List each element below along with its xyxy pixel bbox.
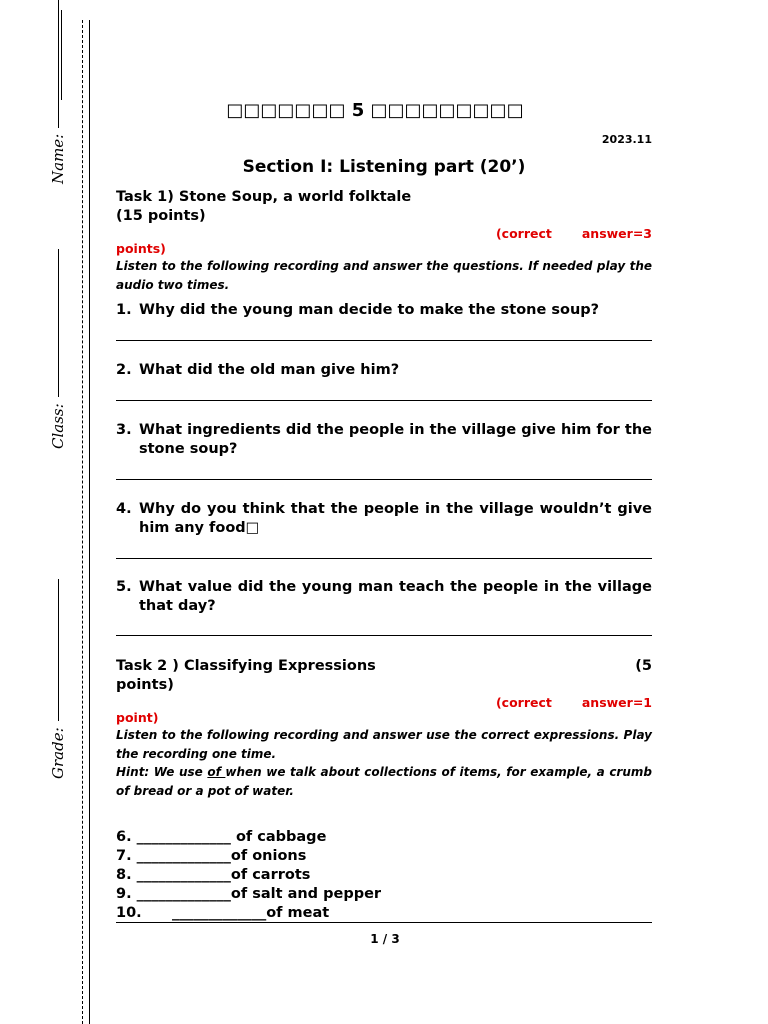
- question-text: What ingredients did the people in the village give him for the stone soup?: [139, 422, 652, 457]
- fill-item[interactable]: 8. _____________of carrots: [116, 867, 311, 883]
- task2-instruction: Listen to the following recording and answer use the correct expressions. Play the recording one time.: [116, 728, 652, 761]
- question-text: Why did the young man decide to make the stone soup?: [139, 302, 600, 318]
- bottom-rule: [116, 922, 652, 923]
- task1-header: [116, 188, 652, 294]
- question-1: 1. Why did the young man decide to make the stone soup?: [116, 301, 652, 320]
- task2-header: Task 2 ) Classifying Expressions (5 points) (correct answer=1 point) Listen to the following recording and answer use the correct expressions. Play the recording one time. Hint: We use of when we talk about collections of items, for example, a crumb of bread or a pot of water.: [116, 657, 652, 800]
- question-4: 4. Why do you think that the people in the village wouldn’t give him any food□: [116, 501, 652, 536]
- fill-in-list: [116, 828, 652, 923]
- answer-line[interactable]: [116, 635, 652, 636]
- section-heading: Section I: Listening part (20’): [242, 157, 526, 177]
- task1-scoring: (correct answer=3: [495, 226, 652, 241]
- task1-points: (15 points): [116, 208, 206, 224]
- task2-scoring-cont: point): [116, 710, 159, 725]
- grade-label: Grade:: [49, 727, 67, 779]
- question-text: Why do you think that the people in the village wouldn’t give him any food□: [139, 501, 652, 536]
- fill-item[interactable]: 10. _____________of meat: [116, 905, 330, 921]
- question-text: What did the old man give him?: [139, 362, 400, 378]
- question-3: 3. What ingredients did the people in the village give him for the stone soup?: [116, 422, 652, 457]
- binding-margin: [0, 0, 80, 1024]
- answer-line[interactable]: [116, 479, 652, 480]
- page-number: 1 / 3: [370, 932, 400, 946]
- answer-line[interactable]: [116, 558, 652, 559]
- exam-date: 2023.11: [601, 133, 652, 146]
- page-title: □□□□□□□ 5 □□□□□□□□□: [226, 100, 524, 121]
- fill-item[interactable]: 6. _____________ of cabbage: [116, 829, 327, 845]
- question-text: What value did the young man teach the people in the village that day?: [139, 579, 652, 614]
- task2-title: Task 2 ) Classifying Expressions: [116, 658, 376, 674]
- name-label: Name:: [49, 133, 67, 184]
- task2-points: (5: [635, 658, 652, 674]
- fill-item[interactable]: 7. _____________of onions: [116, 848, 307, 864]
- task1-title: Task 1) Stone Soup, a world folktale: [116, 189, 412, 205]
- fill-item[interactable]: 9. _____________of salt and pepper: [116, 886, 382, 902]
- task1-scoring-cont: points): [116, 241, 166, 256]
- task1-instruction: Listen to the following recording and answer the questions. If needed play the audio two times.: [116, 259, 652, 292]
- task2-hint: Hint: We use of when we talk about collections of items, for example, a crumb of bread or a pot of water.: [116, 765, 652, 798]
- answer-line[interactable]: [116, 400, 652, 401]
- hint-keyword: of: [207, 765, 226, 779]
- task2-scoring: (correct answer=1: [495, 695, 652, 710]
- question-2: 2. What did the old man give him?: [116, 361, 652, 380]
- answer-line[interactable]: [116, 340, 652, 341]
- question-5: 5. What value did the young man teach the people in the village that day?: [116, 579, 652, 614]
- class-field: [49, 249, 67, 449]
- grade-field: [49, 579, 67, 779]
- class-label: Class:: [49, 403, 67, 449]
